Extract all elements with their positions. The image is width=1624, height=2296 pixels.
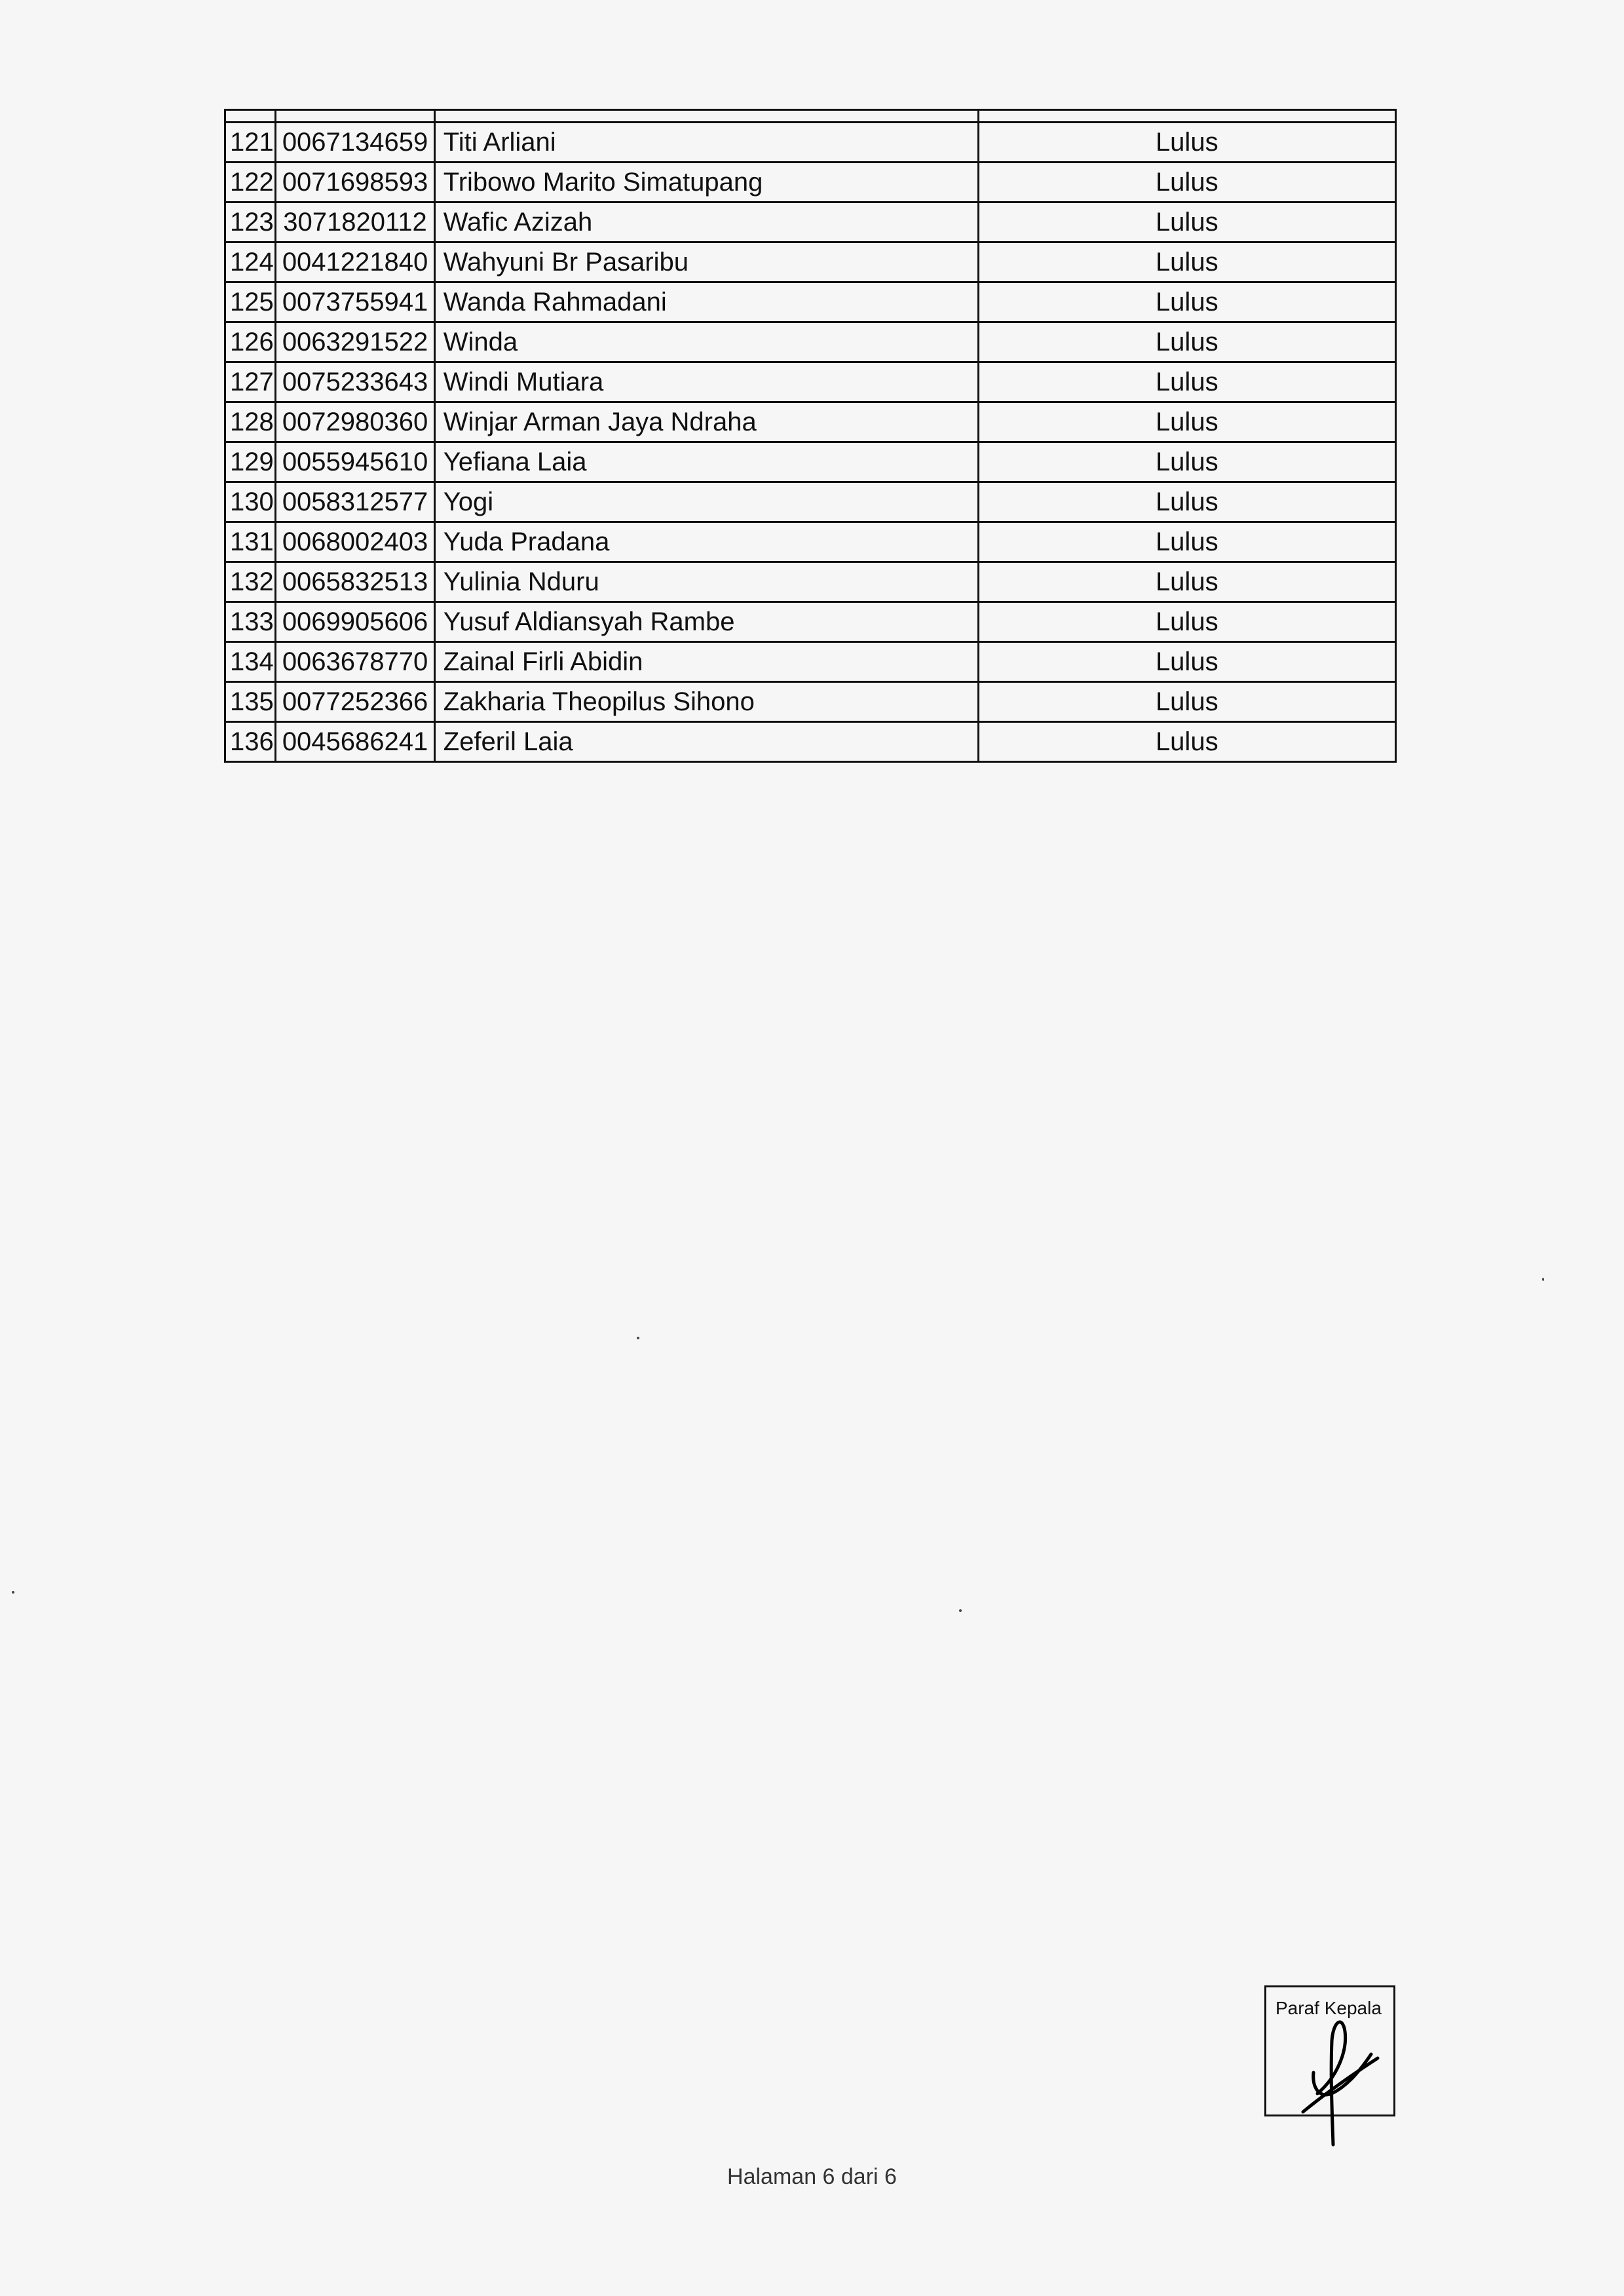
row-nisn: 0071698593 <box>276 163 434 202</box>
table-body <box>225 110 1396 762</box>
row-name: Wahyuni Br Pasaribu <box>434 242 978 282</box>
row-number: 122 <box>225 163 276 202</box>
table-row <box>225 562 1396 602</box>
row-status: Lulus <box>978 682 1395 722</box>
table-row <box>225 442 1396 482</box>
table-row <box>225 522 1396 562</box>
table-row <box>225 642 1396 682</box>
table-row <box>225 202 1396 242</box>
row-name: Titi Arliani <box>434 123 978 163</box>
row-number: 124 <box>225 242 276 282</box>
row-status: Lulus <box>978 642 1395 682</box>
signature-mark <box>1279 1995 1391 2152</box>
row-nisn: 0068002403 <box>276 522 434 562</box>
scan-speck <box>959 1609 962 1612</box>
table-row <box>225 242 1396 282</box>
row-number: 129 <box>225 442 276 482</box>
row-status: Lulus <box>978 722 1395 762</box>
row-name: Zakharia Theopilus Sihono <box>434 682 978 722</box>
row-status: Lulus <box>978 562 1395 602</box>
graduation-results-table <box>224 109 1397 763</box>
row-status: Lulus <box>978 123 1395 163</box>
row-number: 127 <box>225 362 276 402</box>
row-status: Lulus <box>978 163 1395 202</box>
row-nisn: 0075233643 <box>276 362 434 402</box>
row-number: 121 <box>225 123 276 163</box>
table-row <box>225 682 1396 722</box>
row-name: Windi Mutiara <box>434 362 978 402</box>
paraf-box <box>1264 1985 1395 2116</box>
row-nisn: 0069905606 <box>276 602 434 642</box>
table-row <box>225 123 1396 163</box>
row-name: Wanda Rahmadani <box>434 282 978 322</box>
table-row <box>225 482 1396 522</box>
row-nisn: 0041221840 <box>276 242 434 282</box>
row-name: Yulinia Nduru <box>434 562 978 602</box>
row-number: 136 <box>225 722 276 762</box>
row-number: 125 <box>225 282 276 322</box>
row-status: Lulus <box>978 402 1395 442</box>
row-nisn: 0058312577 <box>276 482 434 522</box>
row-nisn: 0073755941 <box>276 282 434 322</box>
row-number: 128 <box>225 402 276 442</box>
row-number: 126 <box>225 322 276 362</box>
row-nisn: 0045686241 <box>276 722 434 762</box>
row-nisn: 0055945610 <box>276 442 434 482</box>
row-name: Yusuf Aldiansyah Rambe <box>434 602 978 642</box>
table-row <box>225 322 1396 362</box>
table-row <box>225 282 1396 322</box>
row-number: 135 <box>225 682 276 722</box>
row-status: Lulus <box>978 522 1395 562</box>
row-status: Lulus <box>978 602 1395 642</box>
row-number: 130 <box>225 482 276 522</box>
row-name: Yogi <box>434 482 978 522</box>
table-row <box>225 163 1396 202</box>
table-row <box>225 402 1396 442</box>
row-name: Tribowo Marito Simatupang <box>434 163 978 202</box>
page-number: Halaman 6 dari 6 <box>727 2164 897 2189</box>
table-row <box>225 602 1396 642</box>
row-status: Lulus <box>978 322 1395 362</box>
scan-speck <box>12 1591 14 1594</box>
table-header-stub <box>225 110 1396 123</box>
row-status: Lulus <box>978 282 1395 322</box>
table-row <box>225 362 1396 402</box>
row-nisn: 0072980360 <box>276 402 434 442</box>
row-number: 132 <box>225 562 276 602</box>
scan-speck <box>1542 1278 1544 1281</box>
table-row <box>225 722 1396 762</box>
row-nisn: 0063291522 <box>276 322 434 362</box>
scan-speck <box>637 1337 639 1339</box>
row-nisn: 0067134659 <box>276 123 434 163</box>
row-name: Wafic Azizah <box>434 202 978 242</box>
row-name: Zainal Firli Abidin <box>434 642 978 682</box>
row-nisn: 0077252366 <box>276 682 434 722</box>
paraf-label: Paraf Kepala <box>1275 1998 1382 2018</box>
row-name: Yefiana Laia <box>434 442 978 482</box>
row-number: 133 <box>225 602 276 642</box>
row-number: 123 <box>225 202 276 242</box>
row-status: Lulus <box>978 442 1395 482</box>
row-status: Lulus <box>978 482 1395 522</box>
row-status: Lulus <box>978 202 1395 242</box>
row-number: 134 <box>225 642 276 682</box>
row-name: Zeferil Laia <box>434 722 978 762</box>
row-number: 131 <box>225 522 276 562</box>
row-name: Winjar Arman Jaya Ndraha <box>434 402 978 442</box>
row-nisn: 0065832513 <box>276 562 434 602</box>
row-status: Lulus <box>978 362 1395 402</box>
row-nisn: 0063678770 <box>276 642 434 682</box>
row-nisn: 3071820112 <box>276 202 434 242</box>
row-name: Yuda Pradana <box>434 522 978 562</box>
row-name: Winda <box>434 322 978 362</box>
row-status: Lulus <box>978 242 1395 282</box>
